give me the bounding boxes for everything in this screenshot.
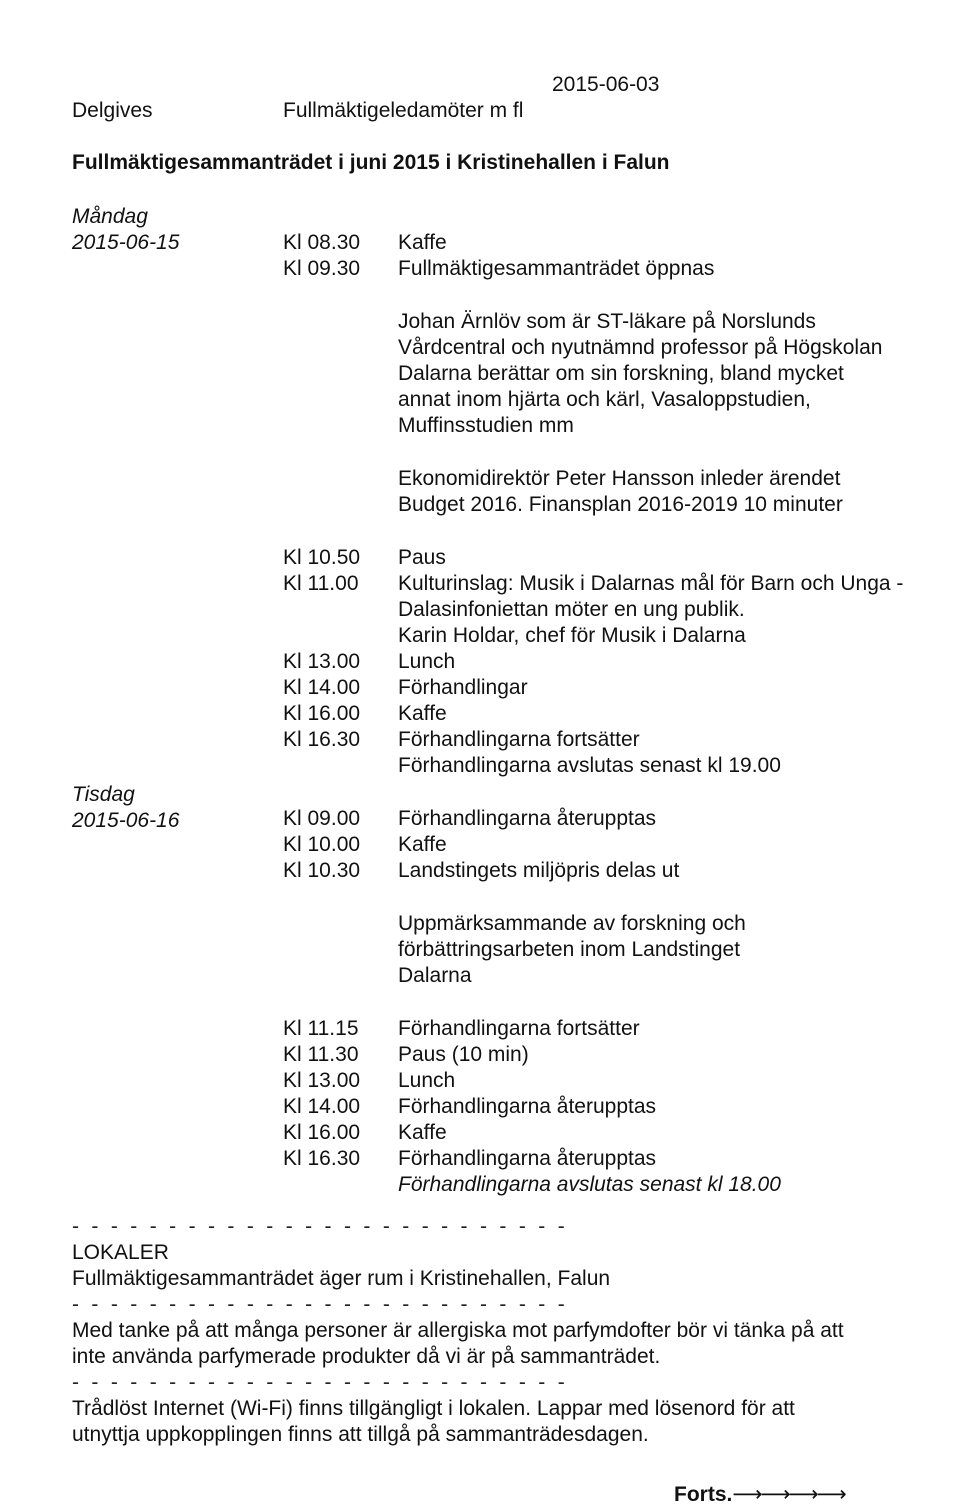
schedule-row: [283, 937, 943, 963]
schedule-row: [283, 597, 943, 623]
schedule-time: Kl 10.00: [283, 833, 361, 856]
schedule-time: Kl 08.30: [283, 231, 361, 254]
schedule-time: Kl 10.50: [283, 546, 361, 569]
schedule-row: [283, 1146, 943, 1172]
schedule-gap: [283, 439, 943, 466]
schedule-activity: Dalarna: [398, 964, 472, 987]
schedule-row: [283, 1172, 943, 1198]
schedule-activity: Kaffe: [398, 231, 447, 254]
schedule-activity: Karin Holdar, chef för Musik i Dalarna: [398, 624, 746, 647]
schedule-activity: Kaffe: [398, 833, 447, 856]
schedule-activity: Kaffe: [398, 702, 447, 725]
schedule-activity: Dalarna berättar om sin forskning, bland mycket: [398, 362, 844, 385]
schedule-activity: Lunch: [398, 1069, 456, 1092]
schedule-gap: [283, 282, 943, 309]
schedule-activity: Förhandlingarna återupptas: [398, 1147, 657, 1170]
schedule-row: [283, 1042, 943, 1068]
schedule-row: [283, 387, 943, 413]
schedule-gap: [283, 884, 943, 911]
schedule-time: Kl 09.30: [283, 257, 361, 280]
document-heading: Fullmäktigesammanträdet i juni 2015 i Kristinehallen i Falun: [72, 151, 670, 174]
day-date: 2015-06-16: [72, 809, 180, 832]
schedule-activity: Kulturinslag: Musik i Dalarnas mål för Barn och Unga -: [398, 572, 904, 595]
schedule-activity: Johan Ärnlöv som är ST-läkare på Norslunds: [398, 310, 816, 333]
wifi-note-line-2: utnyttja uppkopplingen finns att tillgå på sammanträdesdagen.: [72, 1423, 649, 1446]
schedule-time: Kl 16.00: [283, 702, 361, 725]
schedule-time: Kl 14.00: [283, 676, 361, 699]
perfume-note-line-1: Med tanke på att många personer är allergiska mot parfymdofter bör vi tänka på att: [72, 1319, 844, 1342]
schedule-row: [283, 1120, 943, 1146]
schedule-row: [283, 335, 943, 361]
schedule-activity: Muffinsstudien mm: [398, 414, 574, 437]
schedule-row: [283, 753, 943, 779]
day-name: Måndag: [72, 205, 148, 228]
schedule-activity: Uppmärksammande av forskning och: [398, 912, 746, 935]
separator-line: - - - - - - - - - - - - - - - - - - - - - - - - - -: [72, 1215, 568, 1238]
schedule-row: [283, 256, 943, 282]
schedule-row: [283, 675, 943, 701]
perfume-note-line-2: inte använda parfymerade produkter då vi är på sammanträdet.: [72, 1345, 661, 1368]
schedule-activity: Förhandlingarna fortsätter: [398, 728, 640, 751]
day-name: Tisdag: [72, 783, 135, 806]
schedule-activity: Landstingets miljöpris delas ut: [398, 859, 680, 882]
schedule-activity: Lunch: [398, 650, 456, 673]
schedule-activity: Förhandlingarna avslutas senast kl 18.00: [398, 1173, 781, 1196]
schedule-row: [283, 858, 943, 884]
schedule-activity: Paus: [398, 546, 446, 569]
schedule-activity: förbättringsarbeten inom Landstinget: [398, 938, 741, 961]
schedule-row: [283, 963, 943, 989]
schedule-row: [283, 701, 943, 727]
schedule-row: [283, 309, 943, 335]
continued-note: [674, 1482, 845, 1508]
schedule-row: [283, 361, 943, 387]
delgives-recipients: Fullmäktigeledamöter m fl: [283, 99, 524, 122]
schedule-row: [283, 230, 943, 256]
schedule-gap: [283, 518, 943, 545]
schedule-row: [283, 806, 943, 832]
schedule-time: Kl 11.00: [283, 572, 359, 595]
schedule-time: Kl 14.00: [283, 1095, 361, 1118]
document-date: 2015-06-03: [552, 73, 660, 96]
schedule-activity: Förhandlingarna återupptas: [398, 1095, 657, 1118]
delgives-label: Delgives: [72, 99, 153, 122]
schedule-time: Kl 16.00: [283, 1121, 361, 1144]
schedule-row: [283, 1068, 943, 1094]
schedule-row: [283, 1016, 943, 1042]
schedule-row: [283, 466, 943, 492]
day-date: 2015-06-15: [72, 231, 180, 254]
schedule-time: Kl 11.15: [283, 1017, 359, 1040]
schedule-row: [283, 492, 943, 518]
schedule-time: Kl 10.30: [283, 859, 361, 882]
lokaler-text: Fullmäktigesammanträdet äger rum i Kristinehallen, Falun: [72, 1267, 611, 1290]
separator-line: - - - - - - - - - - - - - - - - - - - - - - - - - -: [72, 1293, 568, 1316]
schedule-activity: Kaffe: [398, 1121, 447, 1144]
schedule-activity: Förhandlingarna återupptas: [398, 807, 657, 830]
lokaler-heading: LOKALER: [72, 1241, 169, 1264]
schedule-activity: annat inom hjärta och kärl, Vasaloppstudien,: [398, 388, 811, 411]
schedule-time: Kl 13.00: [283, 1069, 361, 1092]
schedule-activity: Dalasinfoniettan möter en ung publik.: [398, 598, 745, 621]
schedule-row: [283, 545, 943, 571]
separator-line: - - - - - - - - - - - - - - - - - - - - - - - - - -: [72, 1371, 568, 1394]
schedule-row: [283, 911, 943, 937]
continued-label: Forts.: [674, 1483, 733, 1506]
schedule-time: Kl 16.30: [283, 728, 361, 751]
schedule-gap: [283, 989, 943, 1016]
schedule-row: [283, 413, 943, 439]
day-label-monday: [72, 204, 179, 256]
schedule-time: Kl 11.30: [283, 1043, 359, 1066]
schedule-row: [283, 623, 943, 649]
schedule-row: [283, 832, 943, 858]
schedule-row: [283, 571, 943, 597]
wifi-note-line-1: Trådlöst Internet (Wi-Fi) finns tillgängligt i lokalen. Lappar med lösenord för att: [72, 1397, 795, 1420]
schedule-activity: Förhandlingarna fortsätter: [398, 1017, 640, 1040]
schedule-activity: Förhandlingar: [398, 676, 528, 699]
schedule-activity: Ekonomidirektör Peter Hansson inleder ärendet: [398, 467, 841, 490]
day-label-tuesday: [72, 782, 179, 834]
arrow-right-icon: ⟶⟶⟶⟶: [732, 1483, 845, 1506]
schedule-row: [283, 727, 943, 753]
schedule-gap: [283, 779, 943, 806]
schedule-activity: Förhandlingarna avslutas senast kl 19.00: [398, 754, 781, 777]
schedule-row: [283, 649, 943, 675]
schedule-row: [283, 1094, 943, 1120]
schedule-list: [283, 230, 943, 1198]
schedule-time: Kl 13.00: [283, 650, 361, 673]
schedule-time: Kl 09.00: [283, 807, 361, 830]
schedule-time: Kl 16.30: [283, 1147, 361, 1170]
schedule-activity: Budget 2016. Finansplan 2016-2019 10 minuter: [398, 493, 843, 516]
schedule-activity: Fullmäktigesammanträdet öppnas: [398, 257, 715, 280]
schedule-activity: Vårdcentral och nyutnämnd professor på Högskolan: [398, 336, 883, 359]
schedule-activity: Paus (10 min): [398, 1043, 529, 1066]
